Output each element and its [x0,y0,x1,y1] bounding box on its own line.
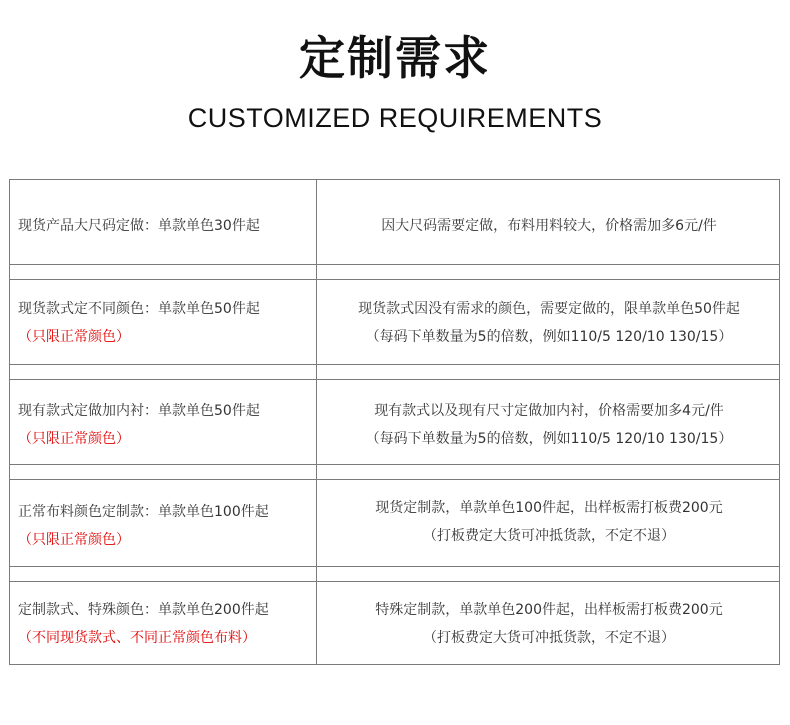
row-divider [10,479,779,480]
requirement-note: （只限正常颜色） [18,329,130,345]
requirement-note: （只限正常颜色） [18,431,130,447]
description-note: （打板费定大货可冲抵货款，不定不退） [423,528,675,544]
description-text: 现货款式因没有需求的颜色，需要定做的，限单款单色50件起 [358,301,740,317]
requirement-text: 现货产品大尺码定做：单款单色30件起 [18,218,260,234]
requirement-note: （不同现货款式、不同正常颜色布料） [18,630,256,646]
page-subtitle: CUSTOMIZED REQUIREMENTS [187,103,603,133]
description-text: 因大尺码需要定做，布料用料较大，价格需加多6元/件 [381,218,717,234]
table-row-5-requirement [18,596,269,652]
table-row-2-requirement [18,295,260,351]
requirement-text: 定制款式、特殊颜色：单款单色200件起 [18,602,269,618]
table-row-1-description [323,212,775,240]
table-row-4-requirement [18,498,269,554]
row-divider [10,279,779,280]
page-title: 定制需求 [299,31,491,85]
table-row-3-requirement [18,397,260,453]
requirement-text: 现货款式定不同颜色：单款单色50件起 [18,301,260,317]
description-text: 特殊定制款，单款单色200件起，出样板需打板费200元 [375,602,723,618]
description-text: 现有款式以及现有尺寸定做加内衬，价格需要加多4元/件 [374,403,724,419]
requirement-text: 现有款式定做加内衬：单款单色50件起 [18,403,260,419]
table-row-5-description [323,596,775,652]
row-divider [10,379,779,380]
row-divider [10,581,779,582]
table-row-3-description [323,397,775,453]
table-row-2-description [323,295,775,351]
requirement-note: （只限正常颜色） [18,532,130,548]
table-row-1-requirement [18,212,260,240]
row-divider [10,566,779,567]
row-divider [10,464,779,465]
column-divider [316,180,317,664]
description-text: 现货定制款，单款单色100件起，出样板需打板费200元 [375,500,723,516]
requirement-text: 正常布料颜色定制款：单款单色100件起 [18,504,269,520]
row-divider [10,364,779,365]
description-note: （打板费定大货可冲抵货款，不定不退） [423,630,675,646]
table-row-4-description [323,494,775,550]
description-note: （每码下单数量为5的倍数，例如110/5 120/10 130/15） [365,431,733,447]
description-note: （每码下单数量为5的倍数，例如110/5 120/10 130/15） [365,329,733,345]
requirements-table [9,179,780,665]
row-divider [10,264,779,265]
